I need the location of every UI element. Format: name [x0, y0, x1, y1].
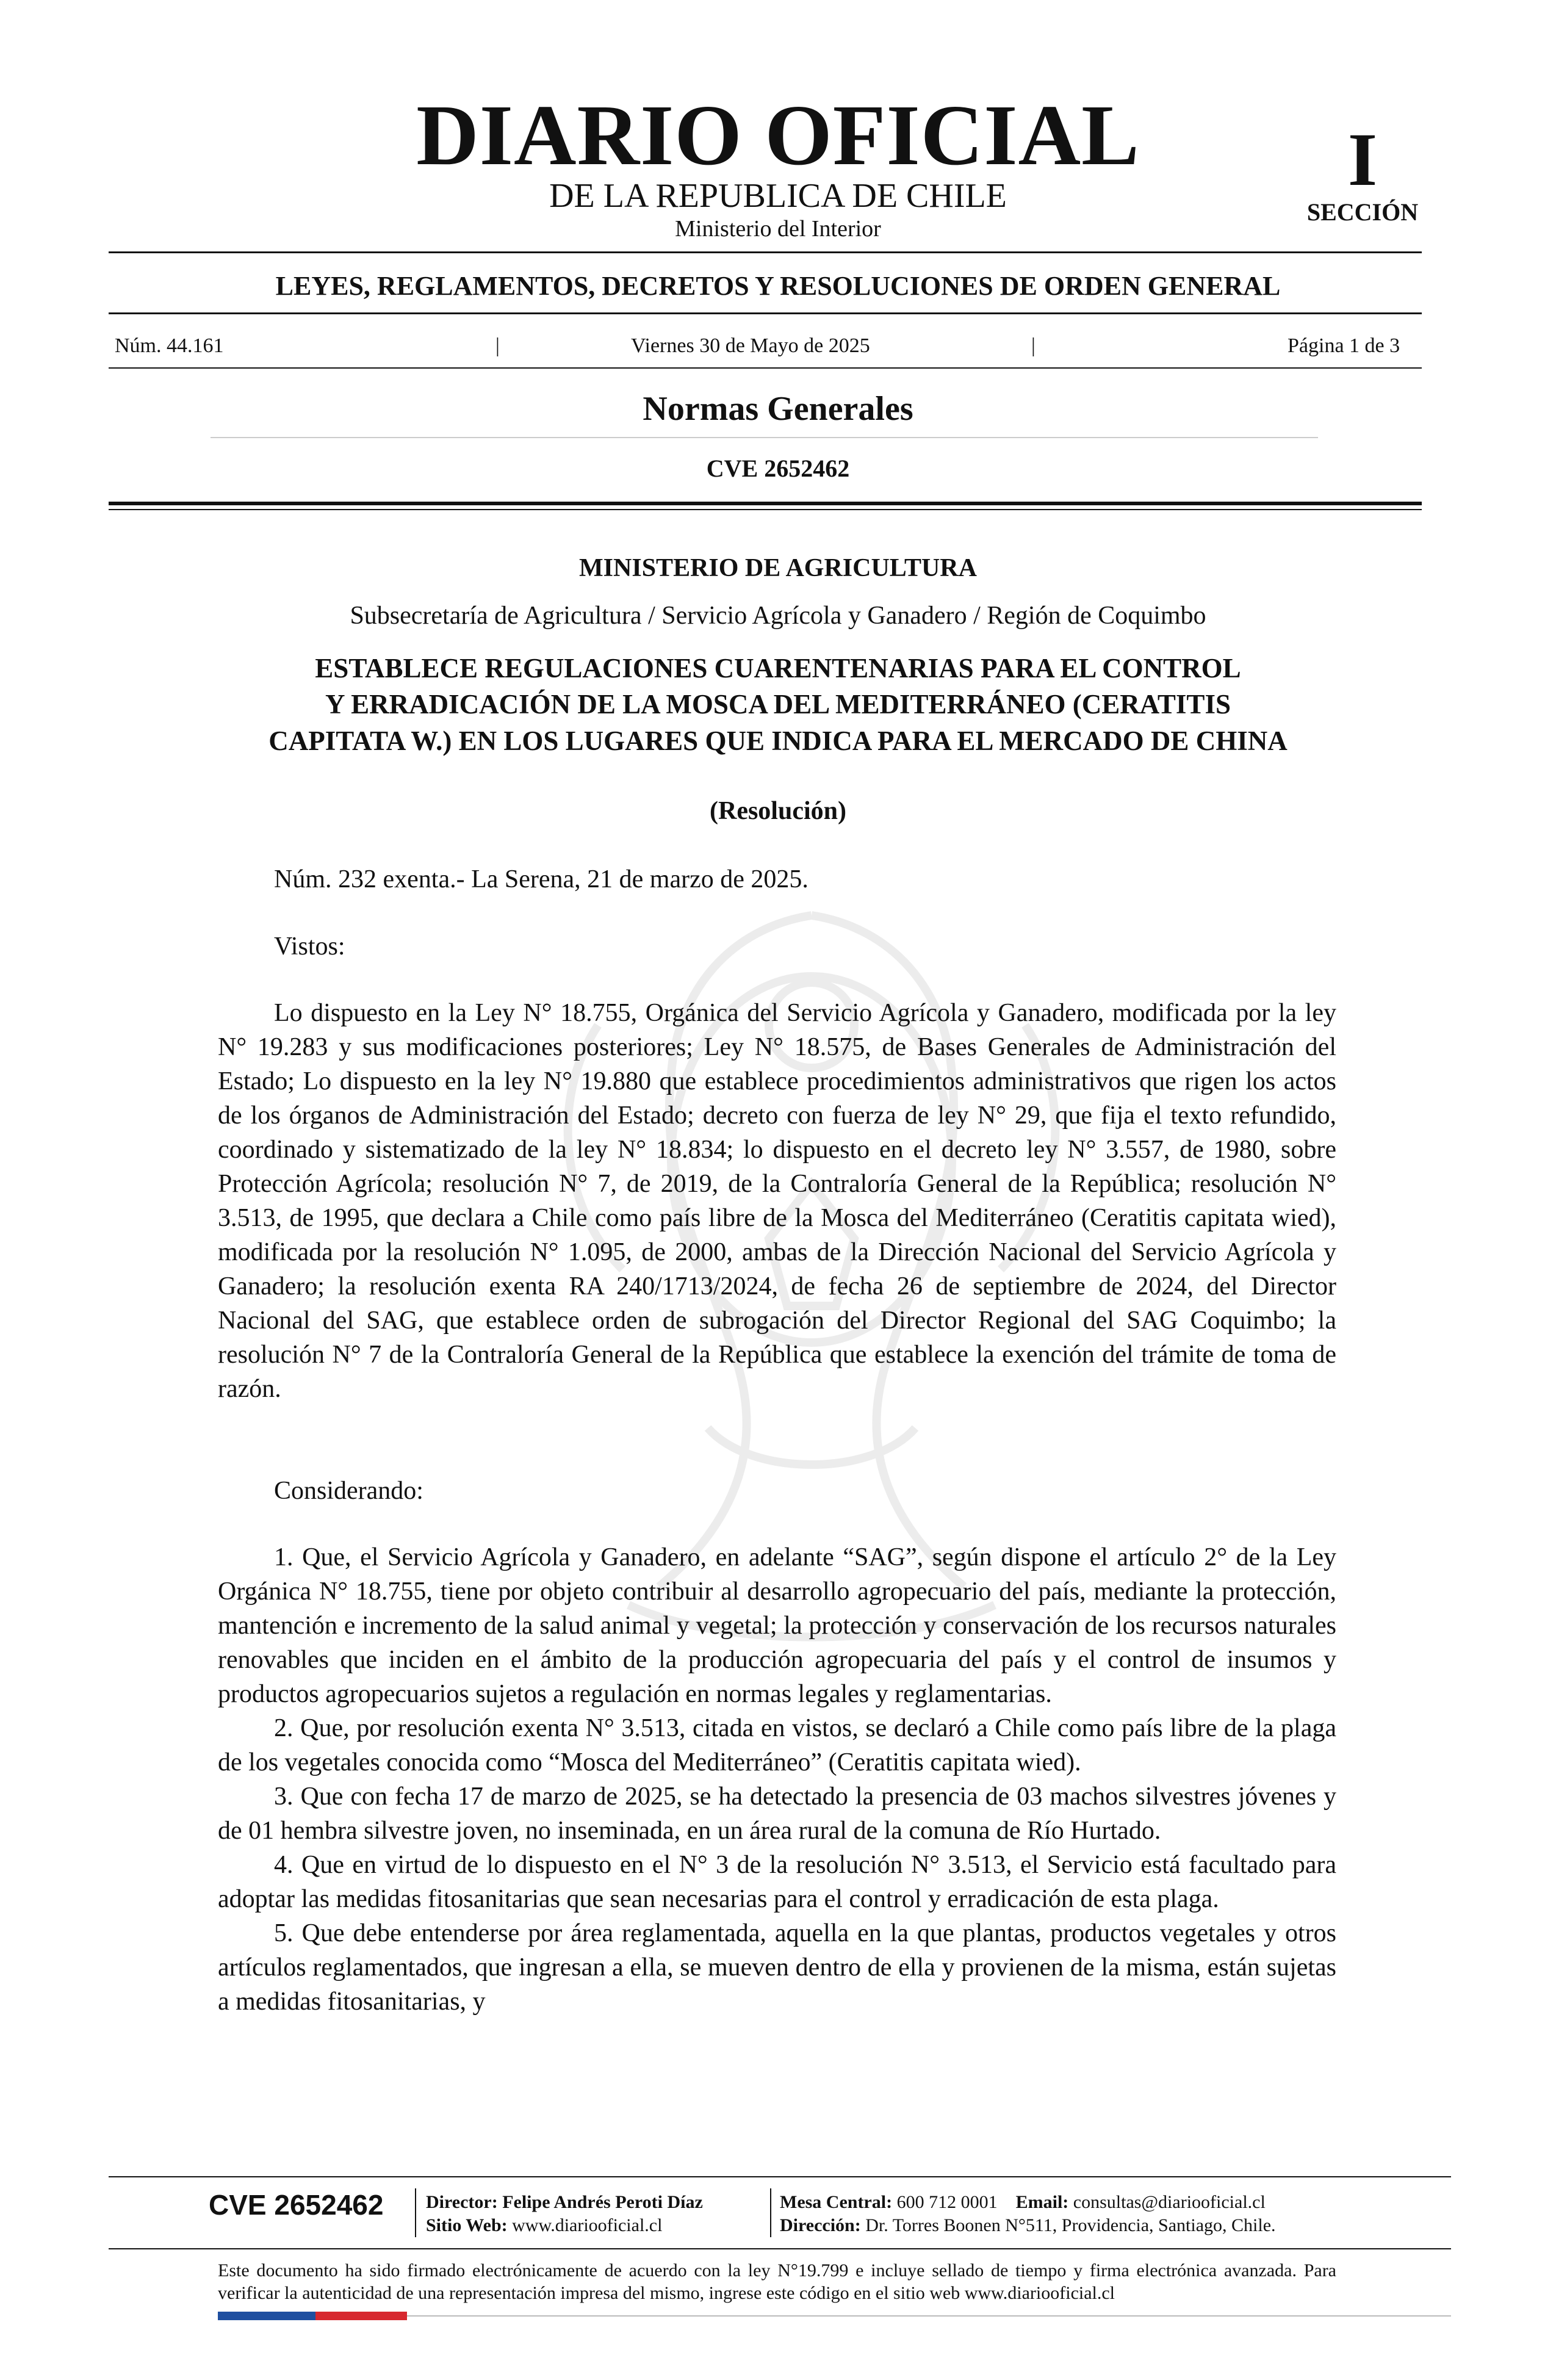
considerando-item: 4. Que en virtud de lo dispuesto en el N° 3 de la resolución N° 3.513, el Servicio está facultado para adoptar las medidas fitosanitarias que sean necesarias para el control y erradicación de esta plaga.: [218, 1851, 1336, 1913]
issue-date: Viernes 30 de Mayo de 2025: [631, 334, 870, 357]
masthead-ministry: Ministerio del Interior: [675, 216, 881, 242]
document-title: [183, 651, 1373, 759]
flag-bar-line: [407, 2315, 1451, 2317]
document-ministry: MINISTERIO DE AGRICULTURA: [579, 554, 977, 582]
document-title-line: Y ERRADICACIÓN DE LA MOSCA DEL MEDITERRÁNEO (CERATITIS: [325, 689, 1231, 720]
document-title-line: ESTABLECE REGULACIONES CUARENTENARIAS PARA EL CONTROL: [315, 653, 1241, 683]
email-link[interactable]: consultas@diariooficial.cl: [1073, 2192, 1266, 2212]
cve-header: CVE 2652462: [706, 455, 850, 482]
considerando-item: 5. Que debe entenderse por área reglamentada, aquella en la que plantas, productos vegetales y otros artículos reglamentados, que ingresan a ella, se mueven dentro de ella y provienen de la misma, están sujetas a medidas fitosanitarias, y: [218, 1919, 1336, 2016]
issue-separator: |: [495, 334, 500, 357]
document-number-line: Núm. 232 exenta.- La Serena, 21 de marzo de 2025.: [274, 865, 809, 893]
footer-director-block: [426, 2191, 703, 2237]
cve-rule-thick: [109, 502, 1422, 505]
issue-separator: |: [1031, 334, 1036, 357]
category-heading: LEYES, REGLAMENTOS, DECRETOS Y RESOLUCIONES DE ORDEN GENERAL: [275, 271, 1281, 301]
director-name: Felipe Andrés Peroti Díaz: [502, 2192, 703, 2212]
normas-heading: Normas Generales: [643, 390, 913, 428]
section-number: I: [1347, 118, 1378, 201]
footer-divider: [415, 2188, 416, 2237]
mesa-label: Mesa Central:: [780, 2192, 893, 2212]
issue-page: Página 1 de 3: [1288, 334, 1400, 357]
vistos-paragraph: [218, 996, 1336, 1406]
considerando-heading: Considerando:: [274, 1477, 423, 1505]
category-rule: [109, 312, 1422, 314]
footer-rule-lower: [109, 2248, 1451, 2249]
document-subsecretaria: Subsecretaría de Agricultura / Servicio Agrícola y Ganadero / Región de Coquimbo: [350, 602, 1206, 630]
document-type-label: (Resolución): [710, 797, 846, 825]
footer-cve: CVE 2652462: [209, 2189, 384, 2221]
masthead-title: DIARIO OFICIAL: [416, 87, 1140, 183]
site-link[interactable]: www.diariooficial.cl: [512, 2215, 663, 2235]
vistos-heading: Vistos:: [274, 932, 345, 961]
flag-bar-red: [315, 2312, 407, 2320]
cve-rule-thin: [109, 509, 1422, 510]
document-title-line: CAPITATA W.) EN LOS LUGARES QUE INDICA PARA EL MERCADO DE CHINA: [268, 725, 1288, 756]
footer-disclaimer: Este documento ha sido firmado electrónicamente de acuerdo con la ley N°19.799 e incluye sellado de tiempo y firma electrónica avanzada. Para verificar la autenticidad de una representación impresa del mismo, ingrese este código en el sitio web www.diariooficial.cl: [218, 2260, 1336, 2303]
email-label: Email:: [1015, 2192, 1069, 2212]
footer-contact-block: [780, 2191, 1276, 2237]
considerando-item: 1. Que, el Servicio Agrícola y Ganadero, en adelante “SAG”, según dispone el artículo 2° de la Ley Orgánica N° 18.755, tiene por objeto contribuir al desarrollo agropecuario del país, mediante la protección, mantención e incremento de la salud animal y vegetal; la protección y conservación de los recursos naturales renovables que inciden en el ámbito de la producción agropecuaria del país y el control de insumos y productos agropecuarios sujetos a regulación en normas legales y reglamentarias.: [218, 1543, 1336, 1708]
footer-divider: [770, 2188, 771, 2237]
site-label: Sitio Web:: [426, 2215, 508, 2235]
normas-rule: [211, 437, 1318, 438]
masthead-rule: [109, 251, 1422, 253]
mesa-value: 600 712 0001: [896, 2192, 998, 2212]
considerando-item: 2. Que, por resolución exenta N° 3.513, citada en vistos, se declaró a Chile como país libre de la plaga de los vegetales conocida como “Mosca del Mediterráneo” (Ceratitis capitata wied).: [218, 1714, 1336, 1776]
masthead-subtitle: DE LA REPUBLICA DE CHILE: [549, 177, 1007, 215]
issue-number: Núm. 44.161: [115, 334, 224, 357]
considerando-item: 3. Que con fecha 17 de marzo de 2025, se ha detectado la presencia de 03 machos silvestres jóvenes y de 01 hembra silvestre joven, no inseminada, en un área rural de la comuna de Río Hurtado.: [218, 1783, 1336, 1845]
address-value: Dr. Torres Boonen N°511, Providencia, Santiago, Chile.: [865, 2215, 1276, 2235]
section-label: SECCIÓN: [1306, 198, 1419, 226]
footer-rule: [109, 2176, 1451, 2177]
director-label: Director:: [426, 2192, 498, 2212]
address-label: Dirección:: [780, 2215, 861, 2235]
vistos-text: Lo dispuesto en la Ley N° 18.755, Orgánica del Servicio Agrícola y Ganadero, modificada por la ley N° 19.283 y sus modificaciones posteriores; Ley N° 18.575, de Bases Generales de Administración del Estado; Lo dispuesto en la ley N° 19.880 que establece procedimientos administrativos que rigen los actos de los órganos de Administración del Estado; decreto con fuerza de ley N° 29, que fija el texto refundido, coordinado y sistematizado de la ley N° 18.834; lo dispuesto en el decreto ley N° 3.557, de 1980, sobre Protección Agrícola; resolución N° 7, de 2019, de la Contraloría General de la República; resolución N° 3.513, de 1995, que declara a Chile como país libre de la Mosca del Mediterráneo (Ceratitis capitata wied), modificada por la resolución N° 1.095, de 2000, ambas de la Dirección Nacional del Servicio Agrícola y Ganadero; la resolución exenta RA 240/1713/2024, de fecha 26 de septiembre de 2024, del Director Nacional del SAG, que establece orden de subrogación del Director Regional del SAG Coquimbo; la resolución N° 7 de la Contraloría General de la República que establece la exención del trámite de toma de razón.: [218, 999, 1336, 1403]
infobar-rule: [109, 367, 1422, 369]
flag-bar-blue: [218, 2312, 315, 2320]
considerando-list: [218, 1540, 1336, 2019]
